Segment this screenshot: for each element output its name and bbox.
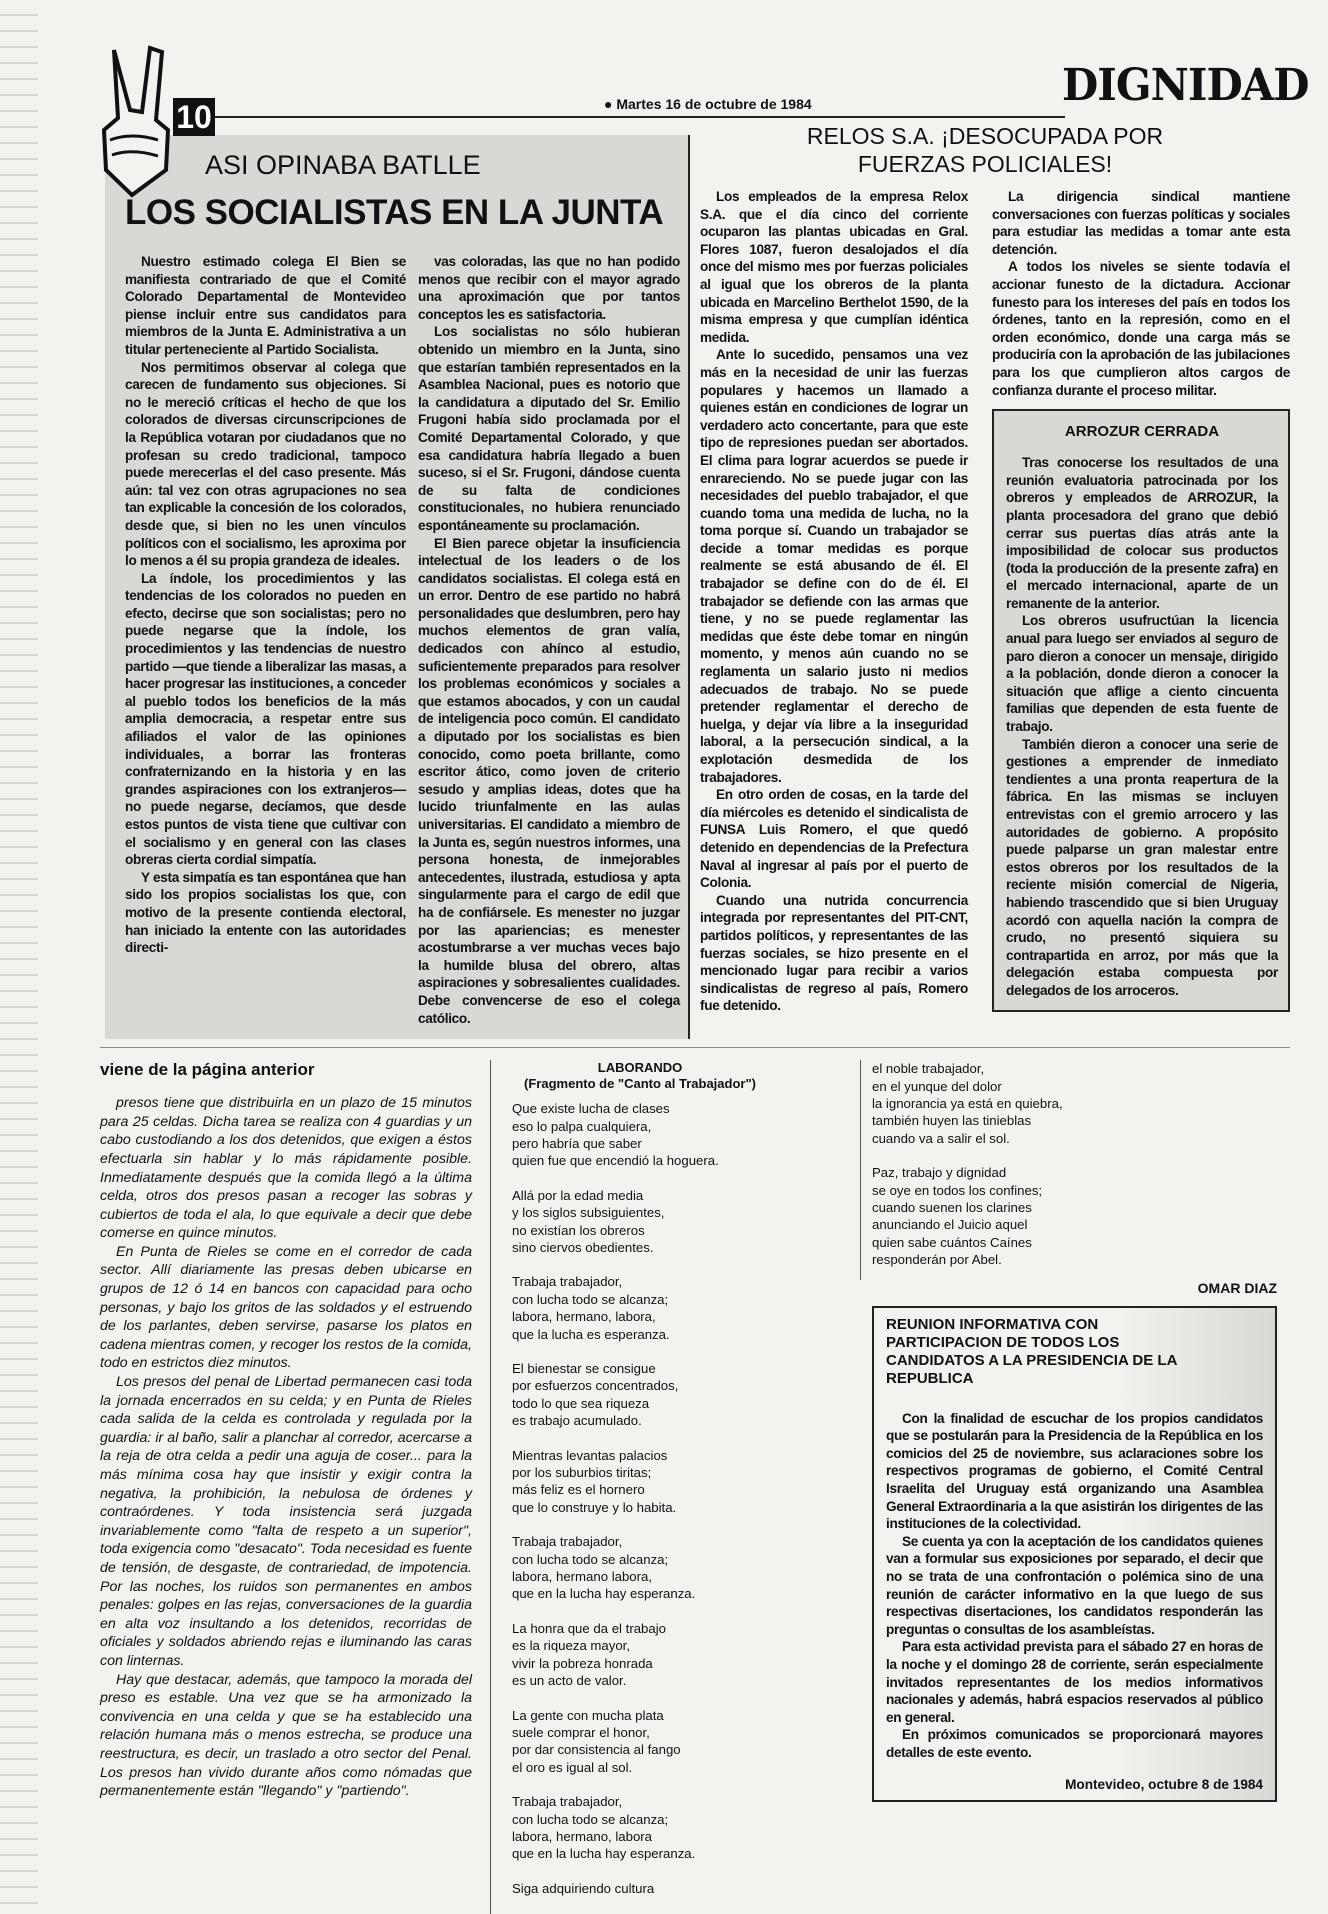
poem-line: que en la lucha hay esperanza. <box>512 1586 696 1602</box>
arrozur-box <box>992 409 1290 1011</box>
poem-line: labora, hermano, labora <box>512 1828 653 1844</box>
poem-line: en el yunque del dolor <box>872 1078 1002 1094</box>
poem-stanza <box>512 1620 762 1690</box>
reunion-title: REUNION INFORMATIVA CON PARTICIPACION DE TODOS LOS CANDIDATOS A LA PRESIDENCIA DE LA REPUBLICA <box>886 1315 1177 1387</box>
paragraph: Con la finalidad de escuchar de los propios candidatos que se postularán para la Presidencia de la República en los comicios del 25 de noviembre, sus aclaraciones sobre los respectivos programas de gobierno, el Comité Central Israelita del Uruguay está organizando una Asamblea General Extraordinaria a la que asistirán los dirigentes de las instituciones de la colectividad. <box>886 1410 1263 1532</box>
page-number: 10 <box>173 98 215 136</box>
victory-hand-icon <box>92 40 182 200</box>
paragraph: vas coloradas, las que no han podido menos que recibir con el mayor agrado una aproximación que por tantos conceptos les es satisfactoria. <box>417 254 680 322</box>
paragraph: Cuando una nutrida concurrencia integrada por representantes del PIT-CNT, partidos políticos, y representantes de las fuerzas sociales, se hizo presente en el mencionado lugar para recibir a varios sindicalistas de regreso al país, Romero fue detenido. <box>700 892 968 1014</box>
poem-line: Trabaja trabajador, <box>512 1534 623 1550</box>
poem-line: con lucha todo se alcanza; <box>512 1291 669 1307</box>
relos-col-2 <box>992 188 1290 399</box>
poem-stanza <box>512 1447 762 1517</box>
paragraph: Nos permitimos observar al colega que carecen de fundamento sus objeciones. Si no le mereció críticas el hecho de que los colorados de diversas circunscripciones de la República votaran por ciudadanos que no profesan su credo tradicional, tampoco puede merecerlas el del caso presente. Más aún: tal vez con otras agrupaciones no sea tan explicable la concesión de los colorados, desde que, si bien no les unen vínculos políticos con el socialismo, les aproxima por lo menos a él su propia grandeza de ideales. <box>125 359 406 569</box>
issue-date: ● Martes 16 de octubre de 1984 <box>600 96 816 112</box>
column-rule <box>860 1060 861 1280</box>
poem-line: más feliz es el hornero <box>512 1482 645 1498</box>
paragraph: Tras conocerse los resultados de una reunión evaluatoria patrocinada por los obreros y empleados de ARROZUR, la planta procesadora del grano que debió cerrar sus puertas días atrás ante la imposibilidad de colocar sus productos (toda la producción de la presente zafra) en el mercado internacional, aparte de un remanente de la anterior. <box>1006 455 1278 611</box>
carcel-article <box>100 1060 472 1801</box>
poem-stanza <box>512 1187 762 1257</box>
poem-line: cuando va a salir el sol. <box>872 1130 1010 1146</box>
poem-line: por dar consistencia al fango <box>512 1742 681 1758</box>
poem-line: que la lucha es esperanza. <box>512 1326 670 1342</box>
batlle-kicker: ASI OPINABA BATLLE <box>205 150 481 180</box>
column-rule <box>490 1060 491 1914</box>
poem-line: se oye en todos los confines; <box>872 1182 1043 1198</box>
relos-article <box>700 118 1290 1015</box>
paragraph: El Bien parece objetar la insuficiencia intelectual de los leaders o de los candidatos socialistas. El colega está en un error. Dentro de ese partido no habrá personalidades que deslumbren, pero hay muchos elementos de gran valía, dedicados con ahínco al estudio, suficientemente preparados para resolver los problemas económicos y sociales a que estamos abocados, y con un caudal de inteligencia poco común. El candidato a diputado por los socialistas es bien conocido, como poeta brillante, como escritor ático, como joven de criterio sesudo y amplias ideas, dotes que ha lucido triunfalmente en las aulas universitarias. El candidato a miembro de la Junta es, según nuestros informes, una persona honesta, de inmejorables antecedentes, ilustrada, estudiosa y apta singularmente para el cargo de edil que ha de confiársele. Es menester no juzgar por las apariencias; es menester acostumbrarse a ver muchas veces bajo la humilde blusa del obrero, altas aspiraciones y sobresalientes cualidades. Debe convencerse de eso el colega católico. <box>417 535 680 1026</box>
paragraph: presos tiene que distribuirla en un plazo de 15 minutos para 25 celdas. Dicha tarea se realiza con 4 guardias y un cabo custodiando a los dos detenidos, que exigen a éstos efectuarla sin hablar y lo más rápidamente posible. Inmediatamente después que la comida llegó a la última celda, otros dos presos pasan a recoger las sobras y cubiertos de toda el ala, lo que equivale a decir que debe comerse en quince minutos. <box>100 1095 472 1242</box>
batlle-article <box>105 135 690 1039</box>
poem-line: responderán por Abel. <box>872 1252 1002 1268</box>
poem-col-1 <box>512 1100 762 1897</box>
poem-line: Siga adquiriendo cultura <box>512 1880 655 1896</box>
paragraph: A todos los niveles se siente todavía el accionar funesto de la dictadura. Accionar funesto para los intereses del país en todos los órdenes, tanto en la represión, como en el orden económico, donde una carga más se produciría con la aprobación de las jubilaciones para los que cumplieron altos cargos de confianza durante el proceso militar. <box>992 259 1290 398</box>
masthead-logo: DIGNIDAD <box>1062 60 1309 111</box>
poem-stanza <box>872 1060 1132 1147</box>
reunion-dateline: Montevideo, octubre 8 de 1984 <box>1065 1777 1263 1793</box>
poem-author: OMAR DIAZ <box>1197 1279 1277 1296</box>
poem-stanza <box>512 1273 762 1343</box>
carcel-column <box>100 1094 472 1801</box>
paragraph: En otro orden de cosas, en la tarde del día miércoles es detenido el sindicalista de FUNSA Luis Romero, el que quedó detenido en dependencias de la Prefectura Naval al ingresar al país por el puerto de Colonia. <box>700 787 968 891</box>
poem-line: es un acto de valor. <box>512 1673 627 1689</box>
poem-subtitle: (Fragmento de "Canto al Trabajador") <box>524 1076 756 1092</box>
poem-line: El bienestar se consigue <box>512 1361 656 1376</box>
reunion-body <box>886 1410 1263 1762</box>
poem-line: vivir la pobreza honrada <box>512 1655 653 1671</box>
poem-line: también huyen las tinieblas <box>872 1113 1032 1129</box>
poem-line: es la riqueza mayor, <box>512 1638 631 1654</box>
issue-date-text: Martes 16 de octubre de 1984 <box>616 96 812 112</box>
paragraph: Para esta actividad prevista para el sábado 27 en horas de la noche y el domingo 28 de corriente, serán especialmente invitados representantes de los medios informativos nacionales y además, habrá espacios reservados al público en general. <box>886 1639 1263 1725</box>
relos-right-column <box>992 188 1290 1015</box>
poem-line: es trabajo acumulado. <box>512 1413 642 1429</box>
poem-line: no existían los obreros <box>512 1222 645 1238</box>
paragraph: Los obreros usufructúan la licencia anual para luego ser enviados al seguro de paro dieron a conocer un mensaje, dirigido a la población, donde dieron a conocer la situación que aflige a ciento cincuenta familias que dependen de esta fuente de trabajo. <box>1006 613 1278 735</box>
poem-line: la ignorancia ya está en quiebra, <box>872 1095 1063 1111</box>
poem-line: eso lo palpa cualquiera, <box>512 1118 652 1134</box>
paragraph: Nuestro estimado colega El Bien se manifiesta contrariado de que el Comité Colorado Departamental de Montevideo piense incluir entre sus candidatos para miembros de la Junta E. Administrativa a un titular perteneciente al Partido Socialista. <box>125 254 406 357</box>
poem-line: La gente con mucha plata <box>512 1707 664 1723</box>
paragraph: En Punta de Rieles se come en el corredor de cada sector. Allí diariamente las presas deben ubicarse en grupos de 12 ó 14 en bancos con capacidad para ocho personas, y bajo los gritos de las soldados y el estruendo de los parlantes, deben servirse, pasarse los platos en cadena mientras comen, y recoger los restos de la comida, todo en estrictos diez minutos. <box>100 1243 472 1372</box>
poem-title: LABORANDO <box>597 1060 683 1076</box>
arrozur-body <box>1006 454 1278 999</box>
paragraph: Los socialistas no sólo hubieran obtenido un miembro en la Junta, sino que estarían también representados en la Asamblea Nacional, pues es notorio que la candidatura a diputado del Sr. Emilio Frugoni había sido proclamada por el Comité Departamental Colorado, y que esa candidatura habría llegado a buen suceso, si el Sr. Frugoni, dándose cuenta de su falta de condiciones constitucionales, no hubiera renunciado espontáneamente su proclamación. <box>417 324 680 533</box>
poem-stanza <box>512 1533 762 1603</box>
paragraph: Los empleados de la empresa Relox S.A. que el día cinco del corriente ocuparon las plantas ubicadas en Gral. Flores 1087, fueron desalojados el día once del mismo mes por fuerzas policiales al igual que los obreros de la planta ubicada en Marcelino Berthelot 1590, de la misma empresa y que cumplían idéntica medida. <box>700 189 968 345</box>
continued-heading: viene de la página anterior <box>100 1060 315 1080</box>
poem-line: con lucha todo se alcanza; <box>512 1551 669 1567</box>
poem-line: quien sabe cuántos Caínes <box>872 1234 1032 1250</box>
right-bottom-column <box>872 1060 1277 1802</box>
poem-line: Paz, trabajo y dignidad <box>872 1165 1007 1181</box>
poem-line: por los suburbios tiritas; <box>512 1465 652 1481</box>
paragraph: Se cuenta ya con la aceptación de los candidatos quienes van a formular sus exposiciones por separado, el decir que no se trata de una confrontación o polémica sino de una reunión de carácter informativo en la que luego de sus respectivas disertaciones, los candidatos responderán las preguntas o consultas de los asambleístas. <box>886 1533 1263 1637</box>
batlle-col-1 <box>125 253 406 1027</box>
poem-line: labora, hermano, labora, <box>512 1309 656 1325</box>
paragraph: En próximos comunicados se proporcionará mayores detalles de este evento. <box>886 1727 1263 1760</box>
reunion-box <box>872 1306 1277 1803</box>
poem-line: suele comprar el honor, <box>512 1724 650 1740</box>
poem-line: todo lo que sea riqueza <box>512 1395 650 1411</box>
poem-stanza <box>512 1360 762 1430</box>
poem-line: con lucha todo se alcanza; <box>512 1811 669 1827</box>
poem-line: La honra que da el trabajo <box>512 1620 666 1636</box>
paragraph: Los presos del penal de Libertad permanecen casi toda la jornada encerrados en su celda; y en Punta de Rieles cada salida de la celda es controlada y regulada por la guardia: ir al baño, salir a planchar al corredor, acercarse a la reja de otra celda a pedir una aguja de coser... para la más mínima cosa hay que insistir y exigir contra la negativa, la prohibición, la nebulosa de órdenes y contraórdenes. Y toda insistencia será juzgada invariablemente como "falta de respeto a un superior", toda exigencia como "desacato". Toda necesidad es fuente de tensión, de desgaste, de contrariedad, de impotencia. Por las noches, los ruidos son permanentes en ambos penales: golpes en las rejas, conversaciones de la guardia en alta voz insultando a los detenidos, recorridas de oficiales y soldados abriendo rejas e iluminando las caras con linternas. <box>100 1374 472 1669</box>
relos-col-1 <box>700 188 968 1015</box>
poem-line: el noble trabajador, <box>872 1061 985 1077</box>
poem-line: pero habría que saber <box>512 1135 642 1151</box>
poem-line: que lo construye y lo habita. <box>512 1499 677 1515</box>
poem-line: por esfuerzos concentrados, <box>512 1378 679 1394</box>
poem-line: que en la lucha hay esperanza. <box>512 1846 696 1862</box>
poem-stanza <box>872 1164 1132 1268</box>
batlle-col-2 <box>418 253 680 1027</box>
paragraph: La índole, los procedimientos y las tendencias de los colorados no pueden en efecto, decirse que son socialistas; pero no puede negarse que la índole, los procedimientos y las tendencias de nuestro partido —que tiende a liberalizar las masas, a hacer progresar las instituciones, a conceder al pueblo todos los beneficios de la más amplia democracia, a respetar entre sus afiliados el valor de las opiniones individuales, a borrar las fronteras confraternizando en la historia y en las grandes aspiraciones con los extranjeros— no puede negarse, decíamos, que desde estos puntos de vista tiene que cultivar con el socialismo y en general con las clases obreras cierta cordial simpatía. <box>125 570 406 868</box>
paragraph: También dieron a conocer una serie de gestiones a emprender de inmediato tendientes a una pronta reapertura de la fábrica. En las mismas se incluyen entrevistas con el gremio arrocero y las autoridades de gobierno. A propósito puede palparse un gran malestar entre estos obreros por los resultados de la reciente misión comercial de Nigeria, habiendo trascendido que si bien Uruguay acordó con aquella nación la compra de crudo, no presentó siquiera su contrapartida en arroz, por más que la delegación estaba compuesta por delegados de los arroceros. <box>1006 736 1278 998</box>
poem-line: sino ciervos obedientes. <box>512 1239 654 1255</box>
paragraph: Hay que destacar, además, que tampoco la morada del preso es estable. Una vez que se ha armonizado la convivencia en una celda y que se ha establecido una relación humana más o menos estrecha, se produce una reestructura, es decir, un traslado a otro sector del Penal. Los presos han vivido durante años como nómadas que permanentemente están "llegando" y "partiendo". <box>100 1671 472 1800</box>
paragraph: La dirigencia sindical mantiene conversaciones con fuerzas políticas y sociales para estudiar las medidas a tomar ante esta detención. <box>992 189 1290 257</box>
poem-line: anunciando el Juicio aquel <box>872 1217 1028 1233</box>
poem-stanza <box>512 1880 762 1897</box>
poem-line: cuando suenen los clarines <box>872 1199 1032 1215</box>
poem-article <box>495 1060 860 1914</box>
poem-line: Trabaja trabajador, <box>512 1274 623 1290</box>
poem-line: el oro es igual al sol. <box>512 1759 633 1775</box>
poem-line: quien fue que encendió la hoguera. <box>512 1153 719 1169</box>
poem-line: labora, hermano labora, <box>512 1569 653 1585</box>
relos-title: RELOS S.A. ¡DESOCUPADA POR FUERZAS POLICIALES! <box>806 123 1164 177</box>
poem-stanza <box>512 1793 762 1863</box>
poem-line: y los siglos subsiguientes, <box>512 1205 665 1221</box>
poem-line: Trabaja trabajador, <box>512 1794 623 1810</box>
poem-line: Que existe lucha de clases <box>512 1101 670 1117</box>
poem-stanza <box>512 1707 762 1777</box>
arrozur-title: ARROZUR CERRADA <box>1064 423 1220 441</box>
poem-line: Allá por la edad media <box>512 1187 644 1203</box>
paragraph: Ante lo sucedido, pensamos una vez más en la necesidad de unir las fuerzas populares y hacemos un llamado a quienes están en condiciones de lograr un verdadero acto concertante, para que este tipo de represiones puedan ser abortados. El clima para lograr acuerdos se puede ir enrareciendo. No se puede jugar con las necesidades del pueblo trabajador, el que cuando toma una medida de lucha, no la toma porque sí. Cuando un trabajador se decide a tomar medidas es porque realmente se está abusando de él. El trabajador se define con do de él. El trabajador se defiende con las armas que tiene, y no se puede reglamentar las medidas que éste debe tomar en ningún momento, y menos aún cuando no se reglamenta un salario justo ni medios adecuados de trabajo. No se puede pretender reglamentar el derecho de huelga, y dejar vía libre a la inseguridad laboral, a la persecución sindical, a la explotación desmedida de los trabajadores. <box>700 347 968 785</box>
poem-stanza <box>512 1100 762 1170</box>
batlle-title: LOS SOCIALISTAS EN LA JUNTA <box>125 193 664 232</box>
poem-line: Mientras levantas palacios <box>512 1447 668 1463</box>
poem-col-2 <box>872 1060 1132 1268</box>
paragraph: Y esta simpatía es tan espontánea que han sido los propios socialistas los que, con motivo de la presente contienda electoral, han iniciado la entente con las autoridades directi- <box>125 869 406 956</box>
